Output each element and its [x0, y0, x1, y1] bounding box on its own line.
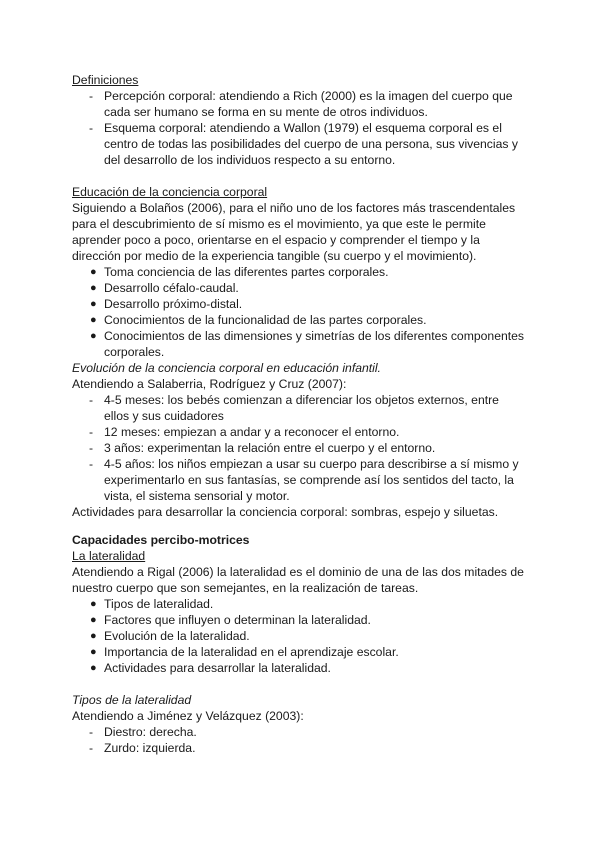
text-line: dirección por medio de la experiencia tangible (su cuerpo y el movimiento). — [72, 249, 477, 263]
text-line: Siguiendo a Bolaños (2006), para el niño uno de los factores más trascendentales — [72, 201, 516, 215]
dash-marker: - — [89, 89, 94, 103]
text-line: Desarrollo céfalo-caudal. — [104, 281, 239, 295]
tipos-list — [72, 724, 532, 756]
text-line: Toma conciencia de las diferentes partes corporales. — [104, 265, 389, 279]
text-line: vista, el sistema sensorial y motor. — [104, 489, 290, 503]
text-line: Zurdo: izquierda. — [104, 741, 196, 755]
list-item — [72, 440, 532, 456]
list-item — [72, 660, 532, 676]
evolucion-heading: Evolución de la conciencia corporal en educación infantil. — [72, 361, 381, 375]
bullet-marker: ● — [90, 614, 97, 626]
text-line: corporales. — [104, 345, 165, 359]
evolucion-list — [72, 392, 532, 504]
text-line: ellos y sus cuidadores — [104, 409, 224, 423]
list-item — [72, 120, 532, 168]
text-line: Atendiendo a Rigal (2006) la lateralidad es el dominio de una de las dos mitades de — [72, 565, 524, 579]
educacion-paragraph — [72, 200, 532, 264]
bullet-marker: ● — [90, 646, 97, 658]
bullet-marker: ● — [90, 266, 97, 278]
document-content — [72, 72, 532, 756]
text-line: 4-5 meses: los bebés comienzan a diferenciar los objetos externos, entre — [104, 393, 499, 407]
tipos-intro: Atendiendo a Jiménez y Velázquez (2003): — [72, 709, 304, 723]
definiciones-heading: Definiciones — [72, 73, 139, 87]
dash-marker: - — [89, 121, 94, 135]
educacion-bullets — [72, 264, 532, 360]
text-line: Tipos de lateralidad. — [104, 597, 214, 611]
dash-marker: - — [89, 425, 94, 439]
capacidades-heading: Capacidades percibo-motrices — [72, 533, 250, 547]
list-item — [72, 596, 532, 612]
text-line: 12 meses: empiezan a andar y a reconocer el entorno. — [104, 425, 400, 439]
text-line: Conocimientos de las dimensiones y simetrías de los diferentes componentes — [104, 329, 525, 343]
text-line: Conocimientos de la funcionalidad de las partes corporales. — [104, 313, 427, 327]
bullet-marker: ● — [90, 662, 97, 674]
text-line: aprender poco a poco, orientarse en el espacio y comprender el tiempo y la — [72, 233, 480, 247]
spacer — [72, 168, 532, 184]
dash-marker: - — [89, 441, 94, 455]
list-item — [72, 280, 532, 296]
text-line: Diestro: derecha. — [104, 725, 197, 739]
text-line: 3 años: experimentan la relación entre el cuerpo y el entorno. — [104, 441, 436, 455]
tipos-heading: Tipos de la lateralidad — [72, 693, 192, 707]
list-item — [72, 424, 532, 440]
list-item — [72, 392, 532, 424]
list-item — [72, 264, 532, 280]
spacer — [72, 676, 532, 692]
text-line: del desarrollo de los individuos respecto a su entorno. — [104, 153, 396, 167]
list-item — [72, 296, 532, 312]
bullet-marker: ● — [90, 330, 97, 342]
text-line: cada ser humano se forma en su mente de otros individuos. — [104, 105, 428, 119]
dash-marker: - — [89, 457, 94, 471]
text-line: centro de todas las posibilidades del cuerpo de una persona, sus vivencias y — [104, 137, 518, 151]
text-line: 4-5 años: los niños empiezan a usar su cuerpo para describirse a sí mismo y — [104, 457, 519, 471]
bullet-marker: ● — [90, 298, 97, 310]
spacer — [72, 520, 532, 532]
list-item — [72, 612, 532, 628]
text-line: experimentarlo en sus fantasías, se comprende así los sentidos del tacto, la — [104, 473, 514, 487]
text-line: Evolución de la lateralidad. — [104, 629, 250, 643]
evolucion-intro: Atendiendo a Salaberria, Rodríguez y Cruz (2007): — [72, 377, 347, 391]
list-item — [72, 312, 532, 328]
text-line: Percepción corporal: atendiendo a Rich (2000) es la imagen del cuerpo que — [104, 89, 513, 103]
capacidades-bullets — [72, 596, 532, 676]
text-line: Importancia de la lateralidad en el aprendizaje escolar. — [104, 645, 399, 659]
text-line: para el descubrimiento de sí mismo es el movimiento, ya que este le permite — [72, 217, 486, 231]
capacidades-paragraph — [72, 564, 532, 596]
list-item — [72, 724, 532, 740]
list-item — [72, 456, 532, 504]
lateralidad-subheading: La lateralidad — [72, 549, 146, 563]
bullet-marker: ● — [90, 282, 97, 294]
bullet-marker: ● — [90, 314, 97, 326]
definiciones-list — [72, 88, 532, 168]
text-line: nuestro cuerpo que son semejantes, en la realización de tareas. — [72, 581, 419, 595]
dash-marker: - — [89, 393, 94, 407]
text-line: Actividades para desarrollar la lateralidad. — [104, 661, 331, 675]
dash-marker: - — [89, 725, 94, 739]
list-item — [72, 628, 532, 644]
list-item — [72, 740, 532, 756]
educacion-heading: Educación de la conciencia corporal — [72, 185, 268, 199]
bullet-marker: ● — [90, 598, 97, 610]
text-line: Factores que influyen o determinan la lateralidad. — [104, 613, 371, 627]
text-line: Esquema corporal: atendiendo a Wallon (1979) el esquema corporal es el — [104, 121, 502, 135]
list-item — [72, 328, 532, 360]
dash-marker: - — [89, 741, 94, 755]
list-item — [72, 644, 532, 660]
list-item — [72, 88, 532, 120]
bullet-marker: ● — [90, 630, 97, 642]
text-line: Desarrollo próximo-distal. — [104, 297, 243, 311]
actividades-text: Actividades para desarrollar la conciencia corporal: sombras, espejo y siluetas. — [72, 505, 499, 519]
